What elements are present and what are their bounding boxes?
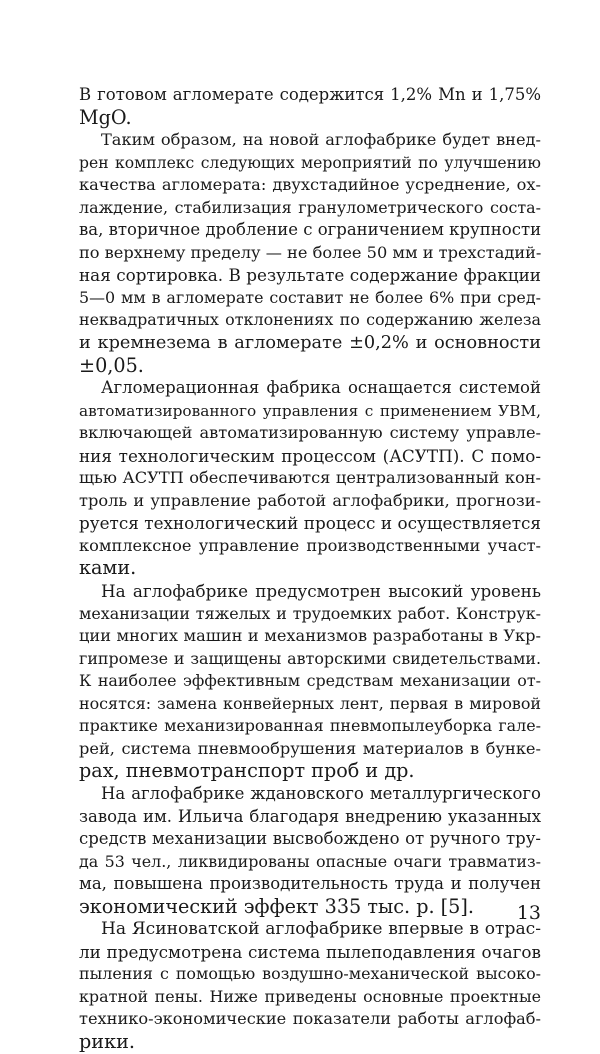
text-line: качества агломерата: двухстадийное усреднение, ох- (79, 175, 541, 195)
text-line: ±0,05. (79, 353, 144, 377)
text-line: ма, повышена производительность труда и получен (79, 874, 541, 894)
paragraph (79, 129, 541, 377)
paragraph (79, 783, 541, 918)
text-line: завода им. Ильича благодаря внедрению указанных (79, 806, 541, 826)
text-line: На аглофабрике предусмотрен высокий уровень (101, 581, 541, 602)
text-line: носятся: замена конвейерных лент, первая в мировой (79, 693, 541, 713)
text-line: да 53 чел., ликвидированы опасные очаги травматиз- (79, 851, 541, 871)
text-line: кратной пены. Ниже приведены основные проектные (79, 986, 541, 1006)
text-line: ния технологическим процессом (АСУТП). С помо- (79, 445, 541, 466)
text-line: рах, пневмотранспорт проб и др. (79, 759, 415, 783)
text-line: В готовом агломерате содержится 1,2% Mn и 1,75% (79, 85, 541, 104)
text-line: автоматизированного управления с применением УВМ, (79, 401, 541, 420)
text-line: гипромезе и защищены авторскими свидетельствами. (79, 648, 541, 668)
text-line: средств механизации высвобождено от ручного тру- (79, 829, 541, 849)
text-line: рен комплекс следующих мероприятий по улучшению (79, 153, 541, 172)
text-line: щью АСУТП обеспечиваются централизованный кон- (79, 468, 541, 488)
text-line: лаждение, стабилизация гранулометрического соста- (79, 197, 541, 217)
text-line: На аглофабрике ждановского металлургического (101, 783, 541, 803)
text-line: рики. (79, 1029, 135, 1053)
text-line: 5—0 мм в агломерате составит не более 6% при сред- (79, 287, 541, 307)
paragraph (79, 377, 541, 580)
text-line: рей, система пневмообрушения материалов в бунке- (79, 738, 541, 758)
text-line: На Ясиноватской аглофабрике впервые в отрас- (101, 919, 541, 940)
text-line: включающей автоматизированную систему управле- (79, 423, 541, 443)
text-line: руется технологический процесс и осуществляется (79, 513, 541, 534)
page-number: 13 (516, 902, 541, 924)
text-line: по верхнему пределу — не более 50 мм и трехстадий- (79, 242, 542, 262)
text-line: механизации тяжелых и трудоемких работ. Конструк- (79, 603, 541, 623)
text-line: ная сортировка. В результате содержание фракции (79, 265, 541, 286)
text-line: Таким образом, на новой аглофабрике будет внед- (101, 130, 541, 150)
text-line: К наиболее эффективным средствам механизации от- (79, 671, 541, 691)
text-line: троль и управление работой аглофабрики, прогнози- (79, 490, 541, 510)
paragraph (79, 580, 541, 783)
text-line: ками. (79, 556, 137, 580)
paragraph (79, 918, 541, 1053)
text-line: Агломерационная фабрика оснащается системой (101, 378, 541, 398)
body-text (79, 84, 541, 1054)
text-line: пыления с помощью воздушно-механической высоко- (79, 964, 541, 984)
paragraph (79, 84, 541, 129)
text-line: ции многих машин и механизмов разработаны в Укр- (79, 626, 541, 646)
text-line: комплексное управление производственными участ- (79, 535, 541, 555)
text-line: экономический эффект 335 тыс. р. [5]. (79, 894, 474, 918)
text-line: ва, вторичное дробление с ограничением крупности (79, 220, 542, 240)
text-line: практике механизированная пневмопылеуборка гале- (79, 716, 541, 736)
text-line: неквадратичных отклонениях по содержанию железа (79, 310, 541, 330)
text-line: MgO. (79, 105, 132, 129)
text-line: технико-экономические показатели работы аглофаб- (79, 1009, 541, 1029)
text-line: и кремнезема в агломерате ±0,2% и основности (79, 333, 541, 354)
text-line: ли предусмотрена система пылеподавления очагов (79, 941, 541, 962)
